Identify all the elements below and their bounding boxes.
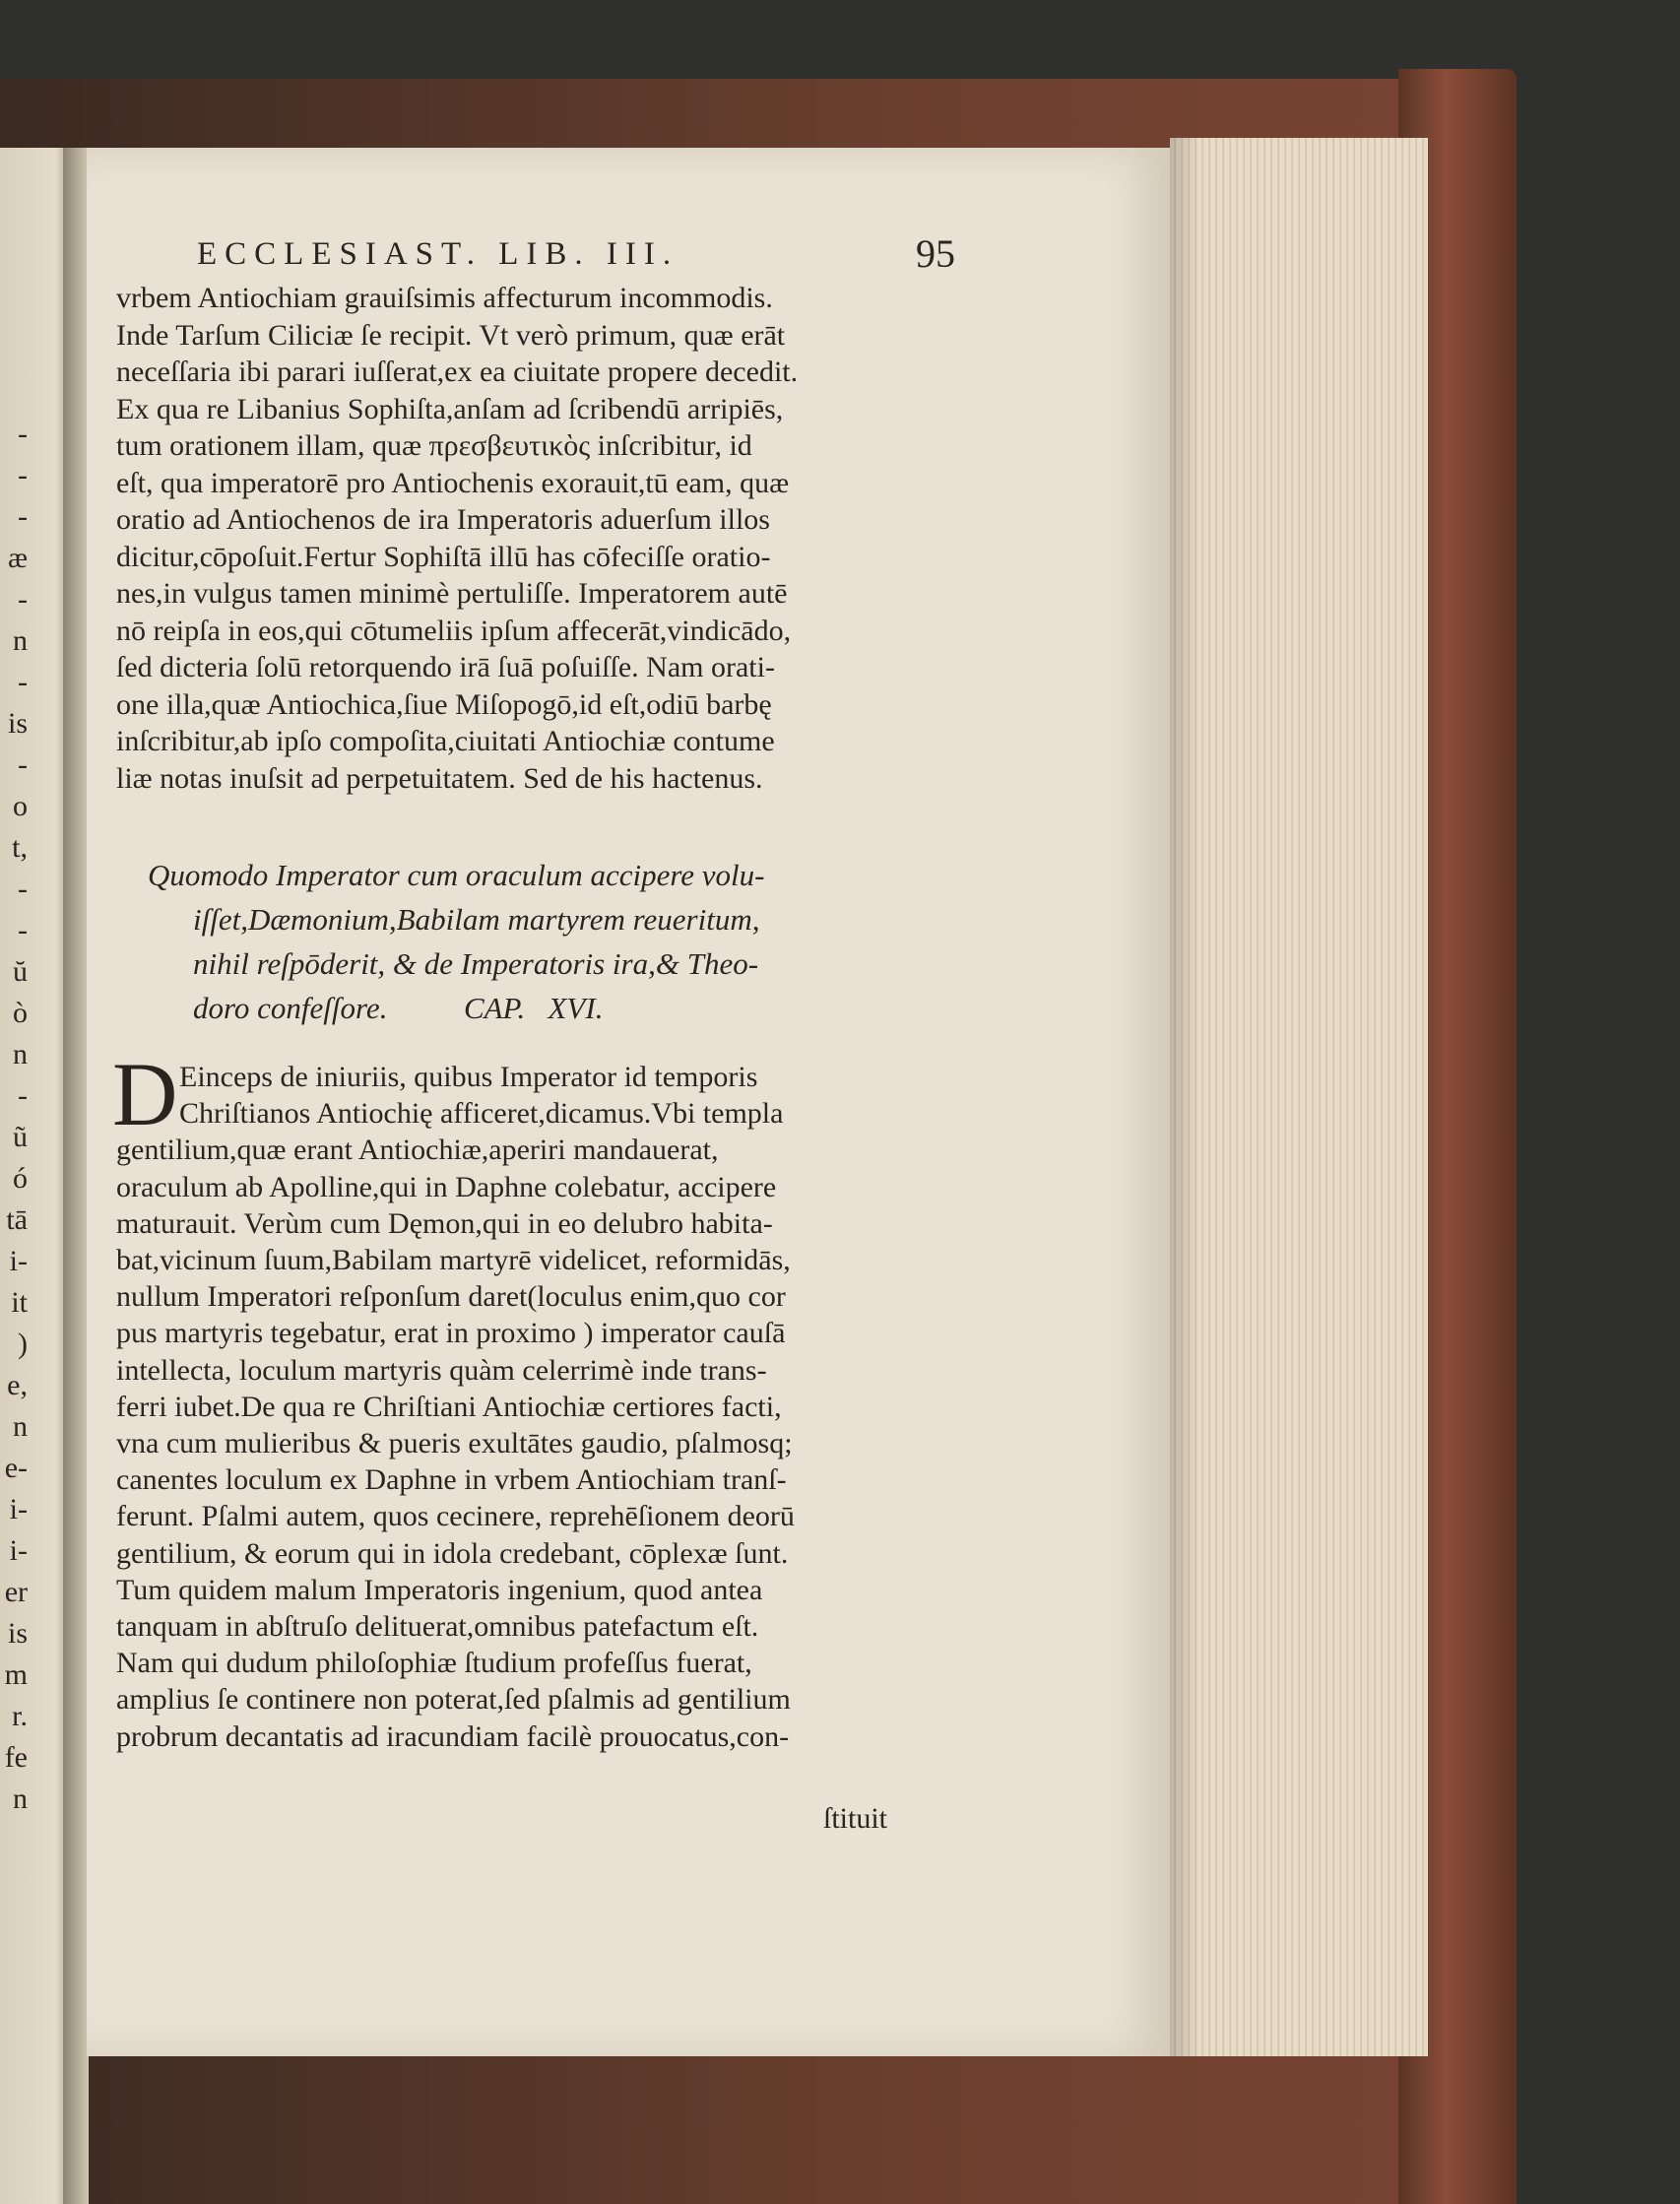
text-line: tanquam in abſtruſo delituerat,omnibus patefactum eſt.	[116, 1610, 759, 1644]
text-line: ſed dicteria ſolū retorquendo irā ſuā poſuiſſe. Nam orati-	[116, 651, 775, 683]
left-edge-fragment: is	[7, 1617, 28, 1650]
text-line: amplius ſe continere non poterat,ſed pſalmis ad gentilium	[116, 1683, 791, 1717]
left-edge-fragment: is	[7, 707, 28, 740]
text-line: ferri iubet.De qua re Chriſtiani Antiochiæ certiores facti,	[116, 1390, 782, 1423]
left-edge-fragment: n	[13, 1410, 28, 1443]
page-header	[197, 231, 955, 286]
left-edge-fragment: ŭ	[13, 955, 28, 988]
text-line: pus martyris tegebatur, erat in proximo ) imperator cauſā	[116, 1317, 786, 1350]
left-edge-fragment: i-	[9, 1493, 28, 1525]
running-head: ECCLESIAST. LIB. III.	[197, 236, 679, 272]
heading-line: doro confeſſore. CAP. XVI.	[193, 991, 604, 1025]
book-gutter	[63, 148, 89, 2204]
left-edge-fragment: it	[11, 1286, 28, 1319]
left-edge-fragment: n	[13, 624, 28, 657]
fore-edge-shadow	[1170, 138, 1199, 2056]
text-line: Ex qua re Libanius Sophiſta,anſam ad ſcribendū arripiēs,	[116, 392, 784, 425]
left-edge-fragment: -	[18, 748, 28, 781]
left-edge-fragment: tā	[6, 1203, 28, 1236]
page-number: 95	[916, 231, 955, 276]
left-edge-fragment: er	[4, 1576, 28, 1608]
left-edge-fragment: -	[18, 914, 28, 946]
left-edge-fragment: æ	[7, 542, 28, 574]
left-edge-fragment: ó	[13, 1162, 28, 1195]
left-page-edge-text	[0, 414, 28, 1820]
text-line: canentes loculum ex Daphne in vrbem Antiochiam tranſ-	[116, 1463, 787, 1497]
left-edge-fragment: ũ	[13, 1121, 28, 1153]
text-line: gentilium, & eorum qui in idola credebant, cōplexæ ſunt.	[116, 1536, 789, 1570]
left-edge-fragment: -	[18, 500, 28, 533]
text-line: Inde Tarſum Ciliciæ ſe recipit. Vt verò primum, quæ erāt	[116, 318, 786, 352]
text-line: vna cum mulieribus & pueris exultātes gaudio, pſalmosq;	[116, 1427, 793, 1460]
text-line: oratio ad Antiochenos de ira Imperatoris aduerſum illos	[116, 503, 770, 536]
text-line: one illa,quæ Antiochica,ſiue Miſopogō,id eſt,odiū barbę	[116, 687, 772, 721]
left-edge-fragment: n	[13, 1783, 28, 1815]
left-edge-fragment: r.	[12, 1700, 28, 1732]
left-edge-fragment: n	[13, 1038, 28, 1070]
left-edge-fragment: -	[18, 666, 28, 698]
text-line: gentilium,quæ erant Antiochiæ,aperiri mandauerat,	[116, 1134, 719, 1167]
left-edge-fragment: o	[13, 790, 28, 822]
text-line: dicitur,cōpoſuit.Fertur Sophiſtā illū has cōfeciſſe oratio-	[116, 540, 771, 573]
left-page	[0, 148, 69, 2204]
text-line: nes,in vulgus tamen minimè pertuliſſe. Imperatorem autē	[116, 577, 788, 610]
left-edge-fragment: e-	[4, 1452, 28, 1484]
text-line: nō reipſa in eos,qui cōtumeliis ipſum affecerāt,vindicādo,	[116, 614, 792, 647]
text-line: oraculum ab Apolline,qui in Daphne colebatur, accipere	[116, 1170, 777, 1203]
text-line: nullum Imperatori reſponſum daret(loculus enim,quo cor	[116, 1280, 786, 1314]
text-line: Nam qui dudum philoſophiæ ſtudium profeſſus fuerat,	[116, 1647, 752, 1680]
page-fore-edge	[1170, 138, 1428, 2056]
heading-line: Quomodo Imperator cum oraculum accipere volu-	[148, 858, 765, 892]
left-edge-fragment: -	[18, 873, 28, 905]
text-line: intellecta, loculum martyris quàm celerrimè inde trans-	[116, 1353, 767, 1387]
chapter-body	[112, 1044, 924, 1755]
text-line: probrum decantatis ad iracundiam facilè prouocatus,con-	[116, 1719, 790, 1753]
text-line: vrbem Antiochiam grauiſsimis affecturum incommodis.	[116, 282, 773, 314]
heading-line: iſſet,Dæmonium,Babilam martyrem reueritum,	[193, 902, 760, 937]
left-edge-fragment: t,	[12, 831, 28, 864]
text-line: liæ notas inuſsit ad perpetuitatem. Sed de his hactenus.	[116, 761, 763, 795]
left-edge-fragment: -	[18, 459, 28, 491]
left-edge-fragment: -	[18, 583, 28, 616]
chapter-heading	[148, 853, 916, 1030]
left-edge-fragment: ò	[13, 997, 28, 1029]
text-line: maturauit. Verùm cum Dęmon,qui in eo delubro habita-	[116, 1206, 773, 1240]
text-line: bat,vicinum ſuum,Babilam martyrē videlicet, reformidās,	[116, 1244, 791, 1277]
text-line: Chriſtianos Antiochię afficeret,dicamus.Vbi templa	[179, 1097, 784, 1131]
text-line: inſcribitur,ab ipſo compoſita,ciuitati Antiochiæ contume	[116, 725, 775, 757]
left-edge-fragment: e,	[7, 1369, 28, 1401]
text-line: eſt, qua imperatorē pro Antiochenis exorauit,tū eam, quæ	[116, 466, 790, 499]
left-edge-fragment: i-	[9, 1245, 28, 1277]
drop-cap: D	[112, 1044, 178, 1144]
left-edge-fragment: -	[18, 418, 28, 450]
text-line: Einceps de iniuriis, quibus Imperator id temporis	[179, 1061, 758, 1093]
text-line: tum orationem illam, quæ πρεσβευτικὸς inſcribitur, id	[116, 429, 752, 462]
left-edge-fragment: -	[18, 1079, 28, 1112]
left-edge-fragment: m	[4, 1658, 28, 1691]
text-line: neceſſaria ibi parari iuſſerat,ex ea ciuitate propere decedit.	[116, 356, 799, 388]
left-edge-fragment: fe	[4, 1741, 28, 1774]
left-edge-fragment: i-	[9, 1534, 28, 1567]
left-edge-fragment: )	[18, 1328, 28, 1360]
heading-line: nihil reſpōderit, & de Imperatoris ira,& Theo-	[193, 946, 759, 981]
text-line: ferunt. Pſalmi autem, quos cecinere, reprehēſionem deorū	[116, 1500, 795, 1533]
catchword: ſtituit	[823, 1802, 888, 1835]
text-line: Tum quidem malum Imperatoris ingenium, quod antea	[116, 1573, 763, 1606]
body-paragraph	[116, 280, 924, 797]
